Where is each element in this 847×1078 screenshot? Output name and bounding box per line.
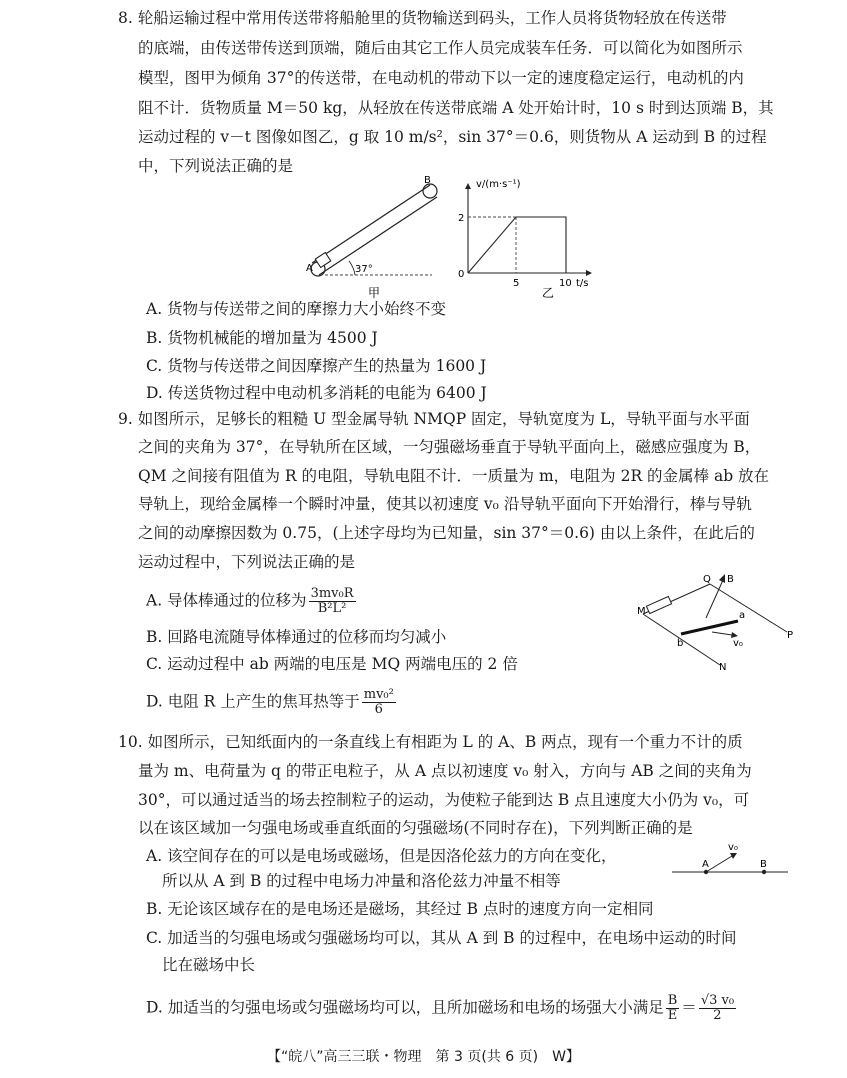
q9-option-a-text: A. 导体棒通过的位移为: [146, 591, 307, 610]
q10-line-4: 以在该区域加一匀强电场或垂直纸面的匀强磁场(不同时存在)，下列判断正确的是: [138, 819, 693, 837]
q9-option-a: [146, 587, 358, 616]
vt-graph: [448, 175, 598, 300]
q10-line-2: 量为 m、电荷量为 q 的带正电粒子，从 A 点以初速度 v₀ 射入，方向与 AB 之间的夹角为: [138, 762, 752, 780]
q9-option-d-text: D. 电阻 R 上产生的焦耳热等于: [146, 692, 360, 711]
q10-option-a-line-2: 所以从 A 到 B 的过程中电场力冲量和洛伦兹力冲量不相等: [162, 872, 561, 890]
q10-option-d-lhs: [666, 994, 680, 1023]
rail-label-a: a: [739, 610, 746, 621]
q10-option-d-rhs-denominator: 2: [713, 1008, 722, 1023]
q9-line-4: 导轨上，现给金属棒一个瞬时冲量，使其以初速度 v₀ 沿导轨平面向下开始滑行，棒与导轨: [138, 495, 752, 513]
rail-label-v0: v₀: [733, 638, 743, 649]
q9-option-a-numerator: 3mv₀R: [310, 586, 354, 601]
vt-caption: 乙: [542, 286, 555, 300]
vt-xtick-5: 5: [513, 278, 520, 289]
q10-option-a-line-1: A. 该空间存在的可以是电场或磁场，但是因洛伦兹力的方向在变化，: [146, 847, 617, 865]
ab-label-b: B: [760, 859, 767, 870]
q8-option-c: C. 货物与传送带之间因摩擦产生的热量为 1600 J: [146, 357, 487, 375]
q9-option-d-numerator: mv₀²: [363, 687, 394, 702]
rail-label-b: b: [677, 638, 684, 649]
ab-label-a: A: [702, 859, 709, 870]
q10-option-c-line-1: C. 加适当的匀强电场或匀强磁场均可以，其从 A 到 B 的过程中，在电场中运动的时间: [146, 929, 737, 947]
rail-label-b-field: B: [727, 574, 734, 585]
conveyor-angle: 37°: [355, 264, 373, 275]
q10-option-d: [146, 994, 738, 1023]
q9-line-5: 之间的动摩擦因数为 0.75，(上述字母均为已知量，sin 37°＝0.6) 由以上条件，在此后的: [138, 524, 755, 542]
q9-line-3: QM 之间接有阻值为 R 的电阻，导轨电阻不计．一质量为 m，电阻为 2R 的金属棒 ab 放在: [138, 467, 770, 485]
vt-xlabel: t/s: [576, 278, 589, 289]
q9-option-a-fraction: [309, 587, 356, 616]
q10-option-c-line-2: 比在磁场中长: [162, 956, 256, 974]
rail-label-q: Q: [703, 574, 711, 585]
rail-label-n: N: [719, 662, 727, 670]
conveyor-figure: [300, 175, 445, 300]
q9-option-d-fraction: [362, 688, 396, 717]
rail-label-p: P: [787, 630, 794, 641]
q10-option-d-rhs: [699, 994, 736, 1023]
ab-line-figure: [670, 838, 790, 878]
q8-option-d: D. 传送货物过程中电动机多消耗的电能为 6400 J: [146, 384, 487, 402]
vt-xtick-10: 10: [559, 278, 572, 289]
q9-option-d: [146, 688, 398, 717]
vt-origin: 0: [458, 269, 465, 280]
q10-line-1: 10. 如图所示，已知纸面内的一条直线上有相距为 L 的 A、B 两点，现有一个重力不计的质: [118, 733, 743, 751]
q8-line-2: 的底端，由传送带传送到顶端，随后由其它工作人员完成装车任务．可以简化为如图所示: [138, 39, 743, 57]
q10-option-d-text: D. 加适当的匀强电场或匀强磁场均可以，且所加磁场和电场的场强大小满足: [146, 998, 664, 1017]
q8-line-3: 模型，图甲为倾角 37°的传送带，在电动机的带动下以一定的速度稳定运行，电动机的内: [138, 69, 744, 87]
q10-option-d-rhs-numerator: √3 v₀: [700, 993, 735, 1008]
q9-option-d-denominator: 6: [374, 702, 383, 717]
q10-line-3: 30°，可以通过适当的场去控制粒子的运动，为使粒子能到达 B 点且速度大小仍为 v₀，可: [138, 791, 750, 809]
q8-option-a: A. 货物与传送带之间的摩擦力大小始终不变: [146, 300, 447, 318]
q10-option-d-equals: ＝: [681, 998, 697, 1017]
page-footer: 【“皖八”高三三联・物理 第 3 页(共 6 页) W】: [267, 1049, 580, 1065]
q8-line-6: 中，下列说法正确的是: [138, 157, 294, 175]
vt-ylabel: v/(m·s⁻¹): [476, 179, 521, 190]
q9-option-c: C. 运动过程中 ab 两端的电压是 MQ 两端电压的 2 倍: [146, 655, 518, 673]
q9-line-6: 运动过程中，下列说法正确的是: [138, 553, 356, 571]
q9-line-1: 9. 如图所示，足够长的粗糙 U 型金属导轨 NMQP 固定，导轨宽度为 L，导轨平面与水平面: [118, 410, 750, 428]
q10-option-d-lhs-denominator: E: [667, 1008, 678, 1023]
q10-option-d-lhs-numerator: B: [667, 993, 678, 1008]
conveyor-label-b: B: [424, 175, 431, 186]
q9-line-2: 之间的夹角为 37°，在导轨所在区域，一匀强磁场垂直于导轨平面向上，磁感应强度为 B，: [138, 438, 761, 456]
conveyor-caption: 甲: [368, 286, 381, 300]
q9-option-b: B. 回路电流随导体棒通过的位移而均匀减小: [146, 628, 447, 646]
vt-ytick-2: 2: [458, 213, 465, 224]
q10-option-b: B. 无论该区域存在的是电场还是磁场，其经过 B 点时的速度方向一定相同: [146, 900, 654, 918]
q8-line-1: 8. 轮船运输过程中常用传送带将船舱里的货物输送到码头，工作人员将货物轻放在传送带: [118, 9, 727, 27]
rail-figure: [615, 570, 795, 670]
ab-label-v0: v₀: [728, 842, 738, 853]
q8-line-4: 阻不计．货物质量 M＝50 kg，从轻放在传送带底端 A 处开始计时，10 s 时到达顶端 B，其: [138, 99, 774, 117]
q9-option-a-denominator: B²L²: [317, 601, 347, 616]
q8-line-5: 运动过程的 v－t 图像如图乙，g 取 10 m/s²，sin 37°＝0.6，则货物从 A 运动到 B 的过程: [138, 128, 767, 146]
conveyor-label-a: A: [306, 263, 313, 274]
q8-option-b: B. 货物机械能的增加量为 4500 J: [146, 329, 378, 347]
rail-label-m: M: [637, 606, 646, 617]
